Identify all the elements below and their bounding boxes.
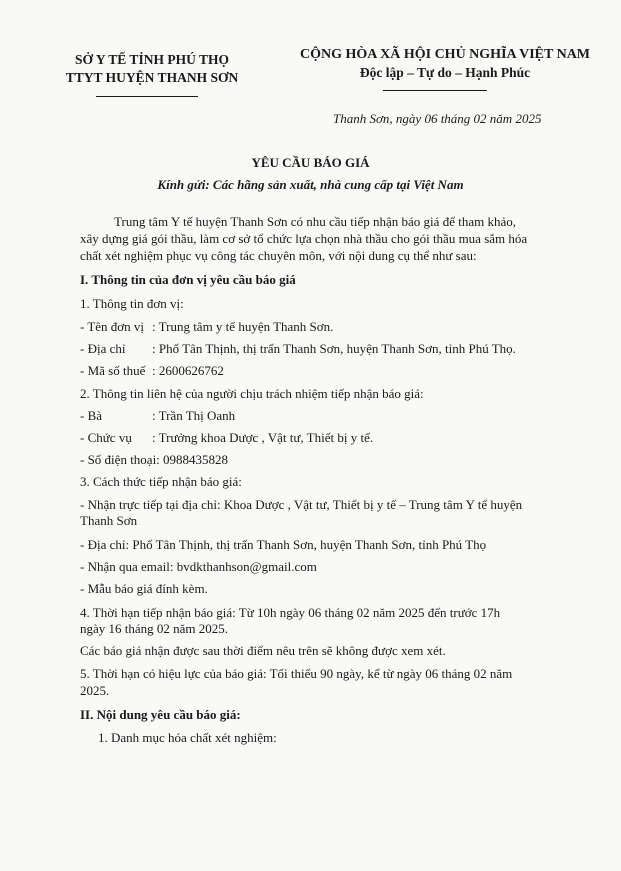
tax-value: : 2600626762: [152, 363, 224, 378]
template-line: - Mẫu báo giá đính kèm.: [80, 581, 208, 596]
org-name-line1: SỞ Y TẾ TỈNH PHÚ THỌ: [75, 52, 229, 67]
org-underline: [96, 96, 198, 97]
nation-title: CỘNG HÒA XÃ HỘI CHỦ NGHĨA VIỆT NAM: [300, 47, 591, 62]
org-name-line2: TTYT HUYỆN THANH SƠN: [65, 70, 239, 85]
intro-line-3: chất xét nghiệm phục vụ công tác chuyên môn, với nội dung cụ thể như sau:: [80, 248, 477, 263]
recipient-line: Kính gửi: Các hãng sản xuất, nhà cung cấp tại Việt Nam: [157, 177, 464, 192]
section-2-item-1: 1. Danh mục hóa chất xét nghiệm:: [98, 730, 277, 745]
direct-receive-line-2: Thanh Sơn: [80, 513, 138, 528]
unit-name-value: : Trung tâm y tế huyện Thanh Sơn.: [152, 319, 334, 334]
item-4-deadline-line-2: ngày 16 tháng 02 năm 2025.: [80, 621, 229, 636]
direct-address-line: - Địa chỉ: Phố Tân Thịnh, thị trấn Thanh Sơn, huyện Thanh Sơn, tỉnh Phú Thọ: [80, 537, 487, 552]
direct-receive-line-1: - Nhận trực tiếp tại địa chỉ: Khoa Dược , Vật tư, Thiết bị y tế – Trung tâm Y tế huyện: [80, 497, 523, 512]
section-1-heading: I. Thông tin của đơn vị yêu cầu báo giá: [80, 272, 296, 287]
section-2-heading: II. Nội dung yêu cầu báo giá:: [80, 707, 241, 722]
item-3-receive-method: 3. Cách thức tiếp nhận báo giá:: [80, 474, 242, 489]
email-line: - Nhận qua email: bvdkthanhson@gmail.com: [80, 559, 317, 574]
person-label: - Bà: [80, 408, 103, 423]
tax-label: - Mã số thuế: [80, 363, 146, 378]
late-note: Các báo giá nhận được sau thời điểm nêu trên sẽ không được xem xét.: [80, 643, 446, 658]
item-5-validity-line-2: 2025.: [80, 683, 110, 698]
position-label: - Chức vụ: [80, 430, 132, 445]
nation-motto: Độc lập – Tự do – Hạnh Phúc: [359, 65, 531, 80]
phone-line: - Số điện thoại: 0988435828: [80, 452, 229, 467]
unit-name-label: - Tên đơn vị: [80, 319, 145, 334]
address-label: - Địa chỉ: [80, 341, 126, 356]
document-date: Thanh Sơn, ngày 06 tháng 02 năm 2025: [333, 111, 542, 126]
motto-underline: [383, 90, 487, 91]
item-1-unit-info: 1. Thông tin đơn vị:: [80, 296, 184, 311]
item-2-contact-info: 2. Thông tin liên hệ của người chịu trách nhiệm tiếp nhận báo giá:: [80, 386, 424, 401]
document-title: YÊU CẦU BÁO GIÁ: [251, 155, 370, 170]
person-value: : Trần Thị Oanh: [152, 408, 236, 423]
intro-line-2: xây dựng giá gói thầu, làm cơ sở tổ chức lựa chọn nhà thầu cho gói thầu mua sắm hóa: [80, 231, 528, 246]
item-5-validity-line-1: 5. Thời hạn có hiệu lực của báo giá: Tối thiểu 90 ngày, kể từ ngày 06 tháng 02 năm: [80, 666, 513, 681]
intro-line-1: Trung tâm Y tế huyện Thanh Sơn có nhu cầu tiếp nhận báo giá để tham khảo,: [114, 214, 516, 229]
position-value: : Trưởng khoa Dược , Vật tư, Thiết bị y tế.: [152, 430, 374, 445]
address-value: : Phố Tân Thịnh, thị trấn Thanh Sơn, huyện Thanh Sơn, tỉnh Phú Thọ.: [152, 341, 516, 356]
item-4-deadline-line-1: 4. Thời hạn tiếp nhận báo giá: Từ 10h ngày 06 tháng 02 năm 2025 đến trước 17h: [80, 605, 501, 620]
